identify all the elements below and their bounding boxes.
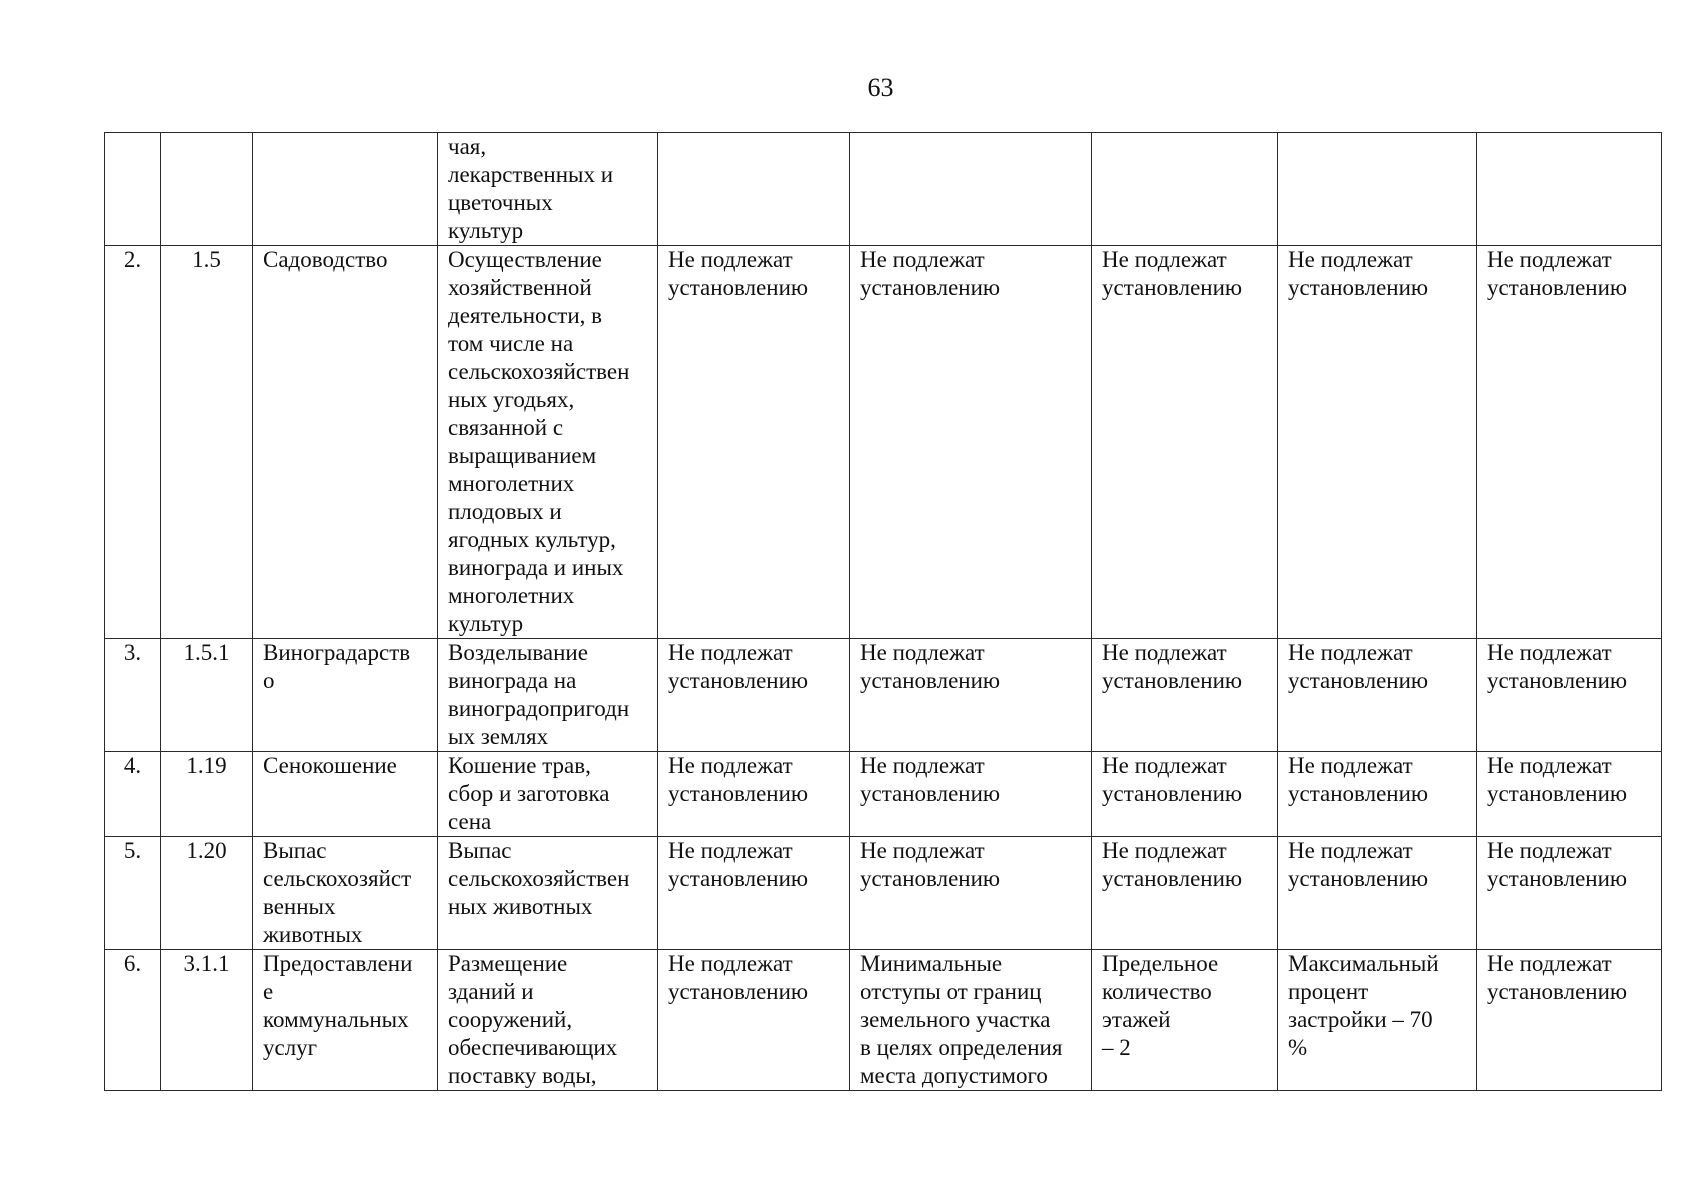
cell-parameter-4: Не подлежат установлению [1278, 752, 1477, 837]
cell-activity-name: Предоставлени е коммунальных услуг [253, 950, 438, 1091]
cell-parameter-5: Не подлежат установлению [1477, 246, 1662, 639]
cell-row-number [105, 133, 161, 246]
cell-parameter-3: Не подлежат установлению [1092, 837, 1278, 950]
table-row [105, 837, 1662, 950]
cell-parameter-2: Минимальные отступы от границ земельного участка в целях определения места допустимого [850, 950, 1092, 1091]
table-row [105, 246, 1662, 639]
cell-parameter-4: Не подлежат установлению [1278, 246, 1477, 639]
cell-activity-code: 1.5 [161, 246, 253, 639]
cell-activity-name: Виноградарств о [253, 639, 438, 752]
cell-parameter-1: Не подлежат установлению [658, 639, 850, 752]
cell-parameter-3: Не подлежат установлению [1092, 752, 1278, 837]
cell-parameter-2: Не подлежат установлению [850, 752, 1092, 837]
cell-parameter-1: Не подлежат установлению [658, 752, 850, 837]
cell-parameter-3: Не подлежат установлению [1092, 639, 1278, 752]
cell-parameter-5: Не подлежат установлению [1477, 639, 1662, 752]
cell-activity-code: 1.5.1 [161, 639, 253, 752]
cell-parameter-5: Не подлежат установлению [1477, 837, 1662, 950]
cell-activity-description: Кошение трав, сбор и заготовка сена [438, 752, 658, 837]
cell-parameter-3: Не подлежат установлению [1092, 246, 1278, 639]
cell-parameter-5: Не подлежат установлению [1477, 752, 1662, 837]
cell-parameter-4 [1278, 133, 1477, 246]
cell-parameter-5 [1477, 133, 1662, 246]
cell-parameter-4: Не подлежат установлению [1278, 639, 1477, 752]
cell-activity-code: 1.20 [161, 837, 253, 950]
cell-activity-code [161, 133, 253, 246]
cell-row-number: 5. [105, 837, 161, 950]
land-use-table [104, 132, 1662, 1091]
table-row [105, 639, 1662, 752]
table-row [105, 950, 1662, 1091]
cell-parameter-4: Максимальный процент застройки – 70 % [1278, 950, 1477, 1091]
cell-parameter-1 [658, 133, 850, 246]
cell-parameter-3: Предельное количество этажей – 2 [1092, 950, 1278, 1091]
cell-parameter-1: Не подлежат установлению [658, 246, 850, 639]
cell-parameter-4: Не подлежат установлению [1278, 837, 1477, 950]
table-body [105, 133, 1662, 1091]
table-row [105, 133, 1662, 246]
cell-parameter-2 [850, 133, 1092, 246]
cell-activity-description: Осуществление хозяйственной деятельности, в том числе на сельскохозяйствен ных угодьях, связанной с выращиванием многолетних плодовых и ягодных культур, винограда и иных многолетних культур [438, 246, 658, 639]
cell-row-number: 2. [105, 246, 161, 639]
cell-activity-code: 3.1.1 [161, 950, 253, 1091]
cell-parameter-3 [1092, 133, 1278, 246]
cell-activity-code: 1.19 [161, 752, 253, 837]
cell-activity-name [253, 133, 438, 246]
cell-parameter-1: Не подлежат установлению [658, 837, 850, 950]
cell-parameter-1: Не подлежат установлению [658, 950, 850, 1091]
cell-activity-description: Выпас сельскохозяйствен ных животных [438, 837, 658, 950]
table-row [105, 752, 1662, 837]
cell-activity-name: Сенокошение [253, 752, 438, 837]
cell-parameter-2: Не подлежат установлению [850, 639, 1092, 752]
cell-row-number: 4. [105, 752, 161, 837]
cell-row-number: 3. [105, 639, 161, 752]
cell-parameter-2: Не подлежат установлению [850, 246, 1092, 639]
cell-activity-description: Возделывание винограда на виноградопригодн ых землях [438, 639, 658, 752]
page-number: 63 [867, 73, 894, 102]
cell-activity-name: Выпас сельскохозяйст венных животных [253, 837, 438, 950]
cell-activity-description: Размещение зданий и сооружений, обеспечивающих поставку воды, [438, 950, 658, 1091]
cell-parameter-2: Не подлежат установлению [850, 837, 1092, 950]
cell-parameter-5: Не подлежат установлению [1477, 950, 1662, 1091]
cell-activity-description: чая, лекарственных и цветочных культур [438, 133, 658, 246]
cell-row-number: 6. [105, 950, 161, 1091]
cell-activity-name: Садоводство [253, 246, 438, 639]
